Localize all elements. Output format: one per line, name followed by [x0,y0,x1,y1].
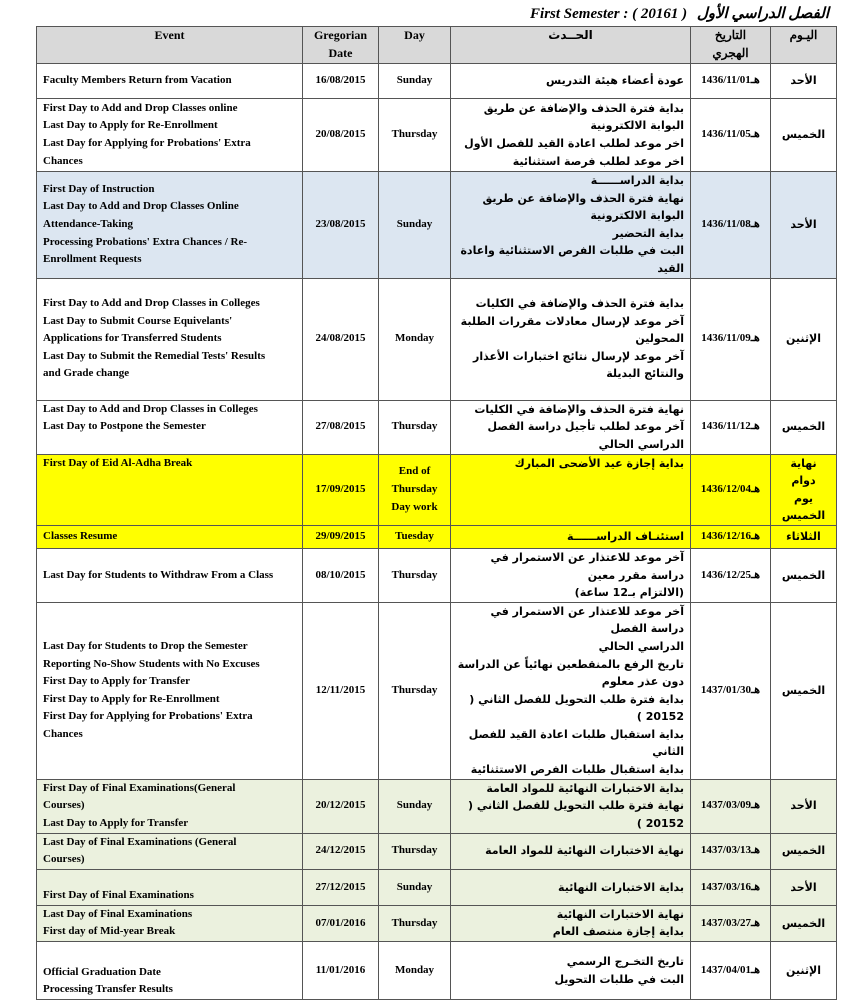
arabic-event-cell [451,525,691,548]
day-cell [379,278,451,400]
gregorian-date-cell: 24/12/2015 [303,833,379,869]
arabic-event-line: بداية استقبال طلبات اعادة القيد للفصل الثاني [468,727,684,759]
weekday-arabic-line: نهاية دوام [790,456,817,488]
arabic-event-line: آخر موعد لطلب تأجيل دراسة الفصل الدراسي الحالي [487,420,684,451]
table-row [37,525,837,548]
arabic-event-line: اخر موعد لطلب اعادة القيد للفصل الأول [464,137,684,150]
weekday-arabic-line: الخميس [781,683,826,697]
table-row [37,833,837,869]
event-line: First Day of Instruction [43,182,155,195]
event-line: Last Day for Students to Withdraw From a Class [43,568,274,581]
event-cell [37,64,303,99]
gregorian-date-cell: 07/01/2016 [303,905,379,941]
arabic-event-line: البت في طلبات الفرص الاستثنائية واعادة القيد [460,244,684,275]
weekday-arabic-line: الخميس [781,916,826,930]
gregorian-date-cell: 17/09/2015 [303,454,379,525]
event-line: Enrollment Requests [43,253,142,266]
day-line: Thursday [391,683,438,696]
event-line: First Day of Final Examinations(General [43,781,236,794]
gregorian-date-cell: 16/08/2015 [303,64,379,99]
title-english: First Semester : ( 20161 ) [530,6,688,22]
gregorian-date-cell: 08/10/2015 [303,548,379,602]
weekday-arabic-line: الخميس [781,420,826,434]
arabic-event-line: بداية الدراســــــة [590,174,684,187]
arabic-event-line: عودة أعضاء هيئة التدريس [546,74,684,88]
arabic-event-line: بداية الاختبارات النهائية [558,880,684,894]
arabic-event-line: نهاية الاختبارات النهائية [556,907,684,921]
arabic-event-line: نهاية فترة طلب التحويل للفصل الثاني ( 20152 ) [468,799,684,830]
event-line: First Day to Apply for Transfer [43,675,190,688]
day-line: Thursday [391,482,438,495]
arabic-event-cell [451,278,691,400]
day-cell [379,172,451,279]
weekday-arabic-cell [771,869,837,905]
day-line: Monday [394,332,435,345]
title-arabic: الفصل الدراسي الأول [696,6,829,22]
weekday-arabic-cell [771,525,837,548]
table-row [37,905,837,941]
event-cell [37,278,303,400]
header-hijri-line2: الهجري [712,45,749,60]
table-row [37,278,837,400]
gregorian-date-cell: 29/09/2015 [303,525,379,548]
arabic-event-line: نهاية فترة الحذف والإضافة عن طريق البوابة الالكترونية [482,191,684,223]
weekday-arabic-line: الأحد [790,880,817,894]
header-gregorian-line1: Gregorian [313,28,368,42]
hijri-date-cell: 1436/12/04هـ [691,454,771,525]
hijri-date-cell: 1437/04/01هـ [691,942,771,1000]
event-line: Courses) [43,799,85,812]
day-line: Sunday [396,880,433,893]
day-cell [379,400,451,454]
arabic-event-cell [451,602,691,779]
page-title [0,4,829,24]
event-line: Processing Transfer Results [43,983,173,996]
table-row [37,64,837,99]
day-cell [379,942,451,1000]
gregorian-date-cell: 20/12/2015 [303,779,379,833]
weekday-arabic-cell [771,779,837,833]
table-row [37,400,837,454]
event-line: First Day of Eid Al-Adha Break [43,456,193,469]
arabic-event-line: اخر موعد لطلب فرصة استثنائية [512,154,684,168]
weekday-arabic-line: الخميس [781,844,826,858]
event-line: First Day for Applying for Probations' Extra [43,710,253,723]
day-line: Tuesday [395,530,434,543]
arabic-event-cell [451,833,691,869]
hijri-date-cell: 1436/11/12هـ [691,400,771,454]
gregorian-date-cell: 27/08/2015 [303,400,379,454]
weekday-arabic-line: الخميس [781,509,826,523]
arabic-event-cell [451,869,691,905]
event-cell [37,99,303,172]
arabic-event-line: بداية التحضير [612,226,684,240]
day-line: Sunday [396,799,433,812]
weekday-arabic-line: الأحد [790,217,817,231]
hijri-date-cell: 1437/03/13هـ [691,833,771,869]
event-line: Last Day for Students to Drop the Semester [43,639,248,652]
event-line: First Day of Final Examinations [43,889,194,902]
event-line: Last Day to Add and Drop Classes Online [43,200,239,213]
arabic-event-line: (الالتزام بـ12 ساعة) [574,586,684,600]
event-cell [37,833,303,869]
event-line: Chances [43,727,83,740]
day-line: Thursday [391,916,438,929]
event-cell [37,400,303,454]
day-cell [379,99,451,172]
arabic-event-line: تاريخ الرفع بالمنقطعين نهائياً عن الدراسة دون عذر معلوم [457,657,684,689]
event-line: Last Day to Apply for Re-Enrollment [43,119,218,132]
weekday-arabic-cell [771,548,837,602]
header-hijri-date [691,27,771,64]
event-cell [37,454,303,525]
header-weekday-arabic: اليـوم [771,27,837,64]
weekday-arabic-line: الخميس [781,128,826,142]
weekday-arabic-cell [771,278,837,400]
hijri-date-cell: 1436/11/08هـ [691,172,771,279]
gregorian-date-cell: 20/08/2015 [303,99,379,172]
gregorian-date-cell: 23/08/2015 [303,172,379,279]
gregorian-date-cell: 12/11/2015 [303,602,379,779]
arabic-event-line: استئنـاف الدراســــــة [567,530,684,544]
gregorian-date-cell: 24/08/2015 [303,278,379,400]
event-line: Last Day to Postpone the Semester [43,420,206,433]
gregorian-date-cell: 27/12/2015 [303,869,379,905]
arabic-event-line: آخر موعد للاعتذار عن الاستمرار في دراسة الفصل [490,604,684,636]
arabic-event-line: بداية إجازة منتصف العام [552,925,684,939]
hijri-date-cell: 1436/12/25هـ [691,548,771,602]
arabic-event-line: تاريخ التخـرج الرسمي [566,954,684,968]
hijri-date-cell: 1437/03/09هـ [691,779,771,833]
weekday-arabic-cell [771,64,837,99]
event-line: Official Graduation Date [43,965,161,978]
hijri-date-cell: 1436/11/01هـ [691,64,771,99]
arabic-event-cell [451,99,691,172]
hijri-date-cell: 1437/03/16هـ [691,869,771,905]
event-line: and Grade change [43,367,130,380]
arabic-event-line: بداية الاختبارات النهائية للمواد العامة [486,781,684,795]
event-line: Classes Resume [43,530,118,543]
arabic-event-line: آخر موعد للاعتذار عن الاستمرار في دراسة مقرر معين [490,550,684,582]
day-line: Thursday [391,568,438,581]
header-day: Day [379,27,451,64]
event-cell [37,602,303,779]
gregorian-date-cell: 11/01/2016 [303,942,379,1000]
table-row [37,869,837,905]
table-row [37,548,837,602]
header-arabic-event: الحــدث [451,27,691,64]
day-cell [379,833,451,869]
arabic-event-line: نهاية الاختبارات النهائية للمواد العامة [485,844,684,858]
arabic-event-line: بداية فترة الحذف والإضافة عن طريق البوابة الالكترونية [483,101,684,133]
weekday-arabic-line: الأحد [790,799,817,813]
table-row [37,942,837,1000]
weekday-arabic-line: الإثنين [786,332,821,346]
event-line: Reporting No-Show Students with No Excuses [43,657,260,670]
event-line: Attendance-Taking [43,217,134,230]
event-line: Last Day to Submit Course Equivelants' [43,314,233,327]
event-line: Last Day to Add and Drop Classes in Colleges [43,402,258,415]
arabic-event-cell [451,64,691,99]
arabic-event-line: آخر موعد لإرسال معادلات مقررات الطلبة المحولين [460,314,684,346]
event-line: Courses) [43,853,85,866]
day-line: Thursday [391,128,438,141]
hijri-date-cell: 1436/12/16هـ [691,525,771,548]
arabic-event-line: بداية استقبال طلبات الفرص الاستثنائية [470,763,684,777]
arabic-event-cell [451,548,691,602]
weekday-arabic-cell [771,172,837,279]
hijri-date-cell: 1436/11/09هـ [691,278,771,400]
day-line: Sunday [396,74,433,87]
event-cell [37,172,303,279]
table-row [37,602,837,779]
arabic-event-line: بداية إجازة عيد الأضحى المبارك [514,456,684,470]
event-line: First Day to Apply for Re-Enrollment [43,692,220,705]
day-cell [379,454,451,525]
arabic-event-cell [451,400,691,454]
arabic-event-line: الدراسي الحالي [598,639,684,653]
weekday-arabic-cell [771,400,837,454]
header-hijri-line1: التاريخ [714,28,747,42]
weekday-arabic-line: الثلاثاء [786,530,821,544]
weekday-arabic-cell [771,454,837,525]
event-cell [37,525,303,548]
header-gregorian-date [303,27,379,64]
event-line: First Day to Add and Drop Classes in Colleges [43,297,260,310]
event-line: First Day to Add and Drop Classes online [43,101,238,114]
weekday-arabic-line: يوم [793,491,814,505]
arabic-event-cell [451,905,691,941]
semester-calendar-table [36,26,837,1000]
day-line: Day work [391,500,438,513]
event-cell [37,905,303,941]
event-line: Faculty Members Return from Vacation [43,74,232,87]
day-cell [379,602,451,779]
event-line: Last Day to Apply for Transfer [43,816,189,829]
event-cell [37,548,303,602]
table-row [37,99,837,172]
event-line: Last Day for Applying for Probations' Extra [43,137,251,149]
header-row [37,27,837,64]
table-row [37,454,837,525]
event-line: Last Day of Final Examinations [43,907,193,920]
event-cell [37,942,303,1000]
arabic-event-cell [451,942,691,1000]
event-line: Applications for Transferred Students [43,332,222,345]
day-cell [379,905,451,941]
day-line: Monday [394,963,435,976]
event-line: First day of Mid-year Break [43,925,176,938]
arabic-event-cell [451,454,691,525]
day-line: End of [398,465,431,478]
weekday-arabic-cell [771,99,837,172]
day-line: Thursday [391,420,438,433]
weekday-arabic-line: الإثنين [786,963,821,977]
arabic-event-cell [451,779,691,833]
header-gregorian-line2: Date [328,45,353,60]
weekday-arabic-cell [771,905,837,941]
weekday-arabic-cell [771,833,837,869]
arabic-event-cell [451,172,691,279]
hijri-date-cell: 1437/01/30هـ [691,602,771,779]
day-cell [379,525,451,548]
event-line: Last Day of Final Examinations (General [43,835,237,848]
day-cell [379,779,451,833]
event-line: Chances [43,154,83,167]
day-cell [379,869,451,905]
event-line: Last Day to Submit the Remedial Tests' Results [43,349,266,362]
arabic-event-line: البت في طلبات التحويل [554,972,684,986]
event-cell [37,779,303,833]
table-row [37,779,837,833]
table-row [37,172,837,279]
weekday-arabic-line: الخميس [781,568,826,582]
weekday-arabic-cell [771,602,837,779]
day-cell [379,64,451,99]
day-cell [379,548,451,602]
day-line: Sunday [396,217,433,230]
weekday-arabic-cell [771,942,837,1000]
arabic-event-line: بداية فترة الحذف والإضافة في الكليات [475,297,684,311]
event-line: Processing Probations' Extra Chances / Re- [43,235,247,248]
hijri-date-cell: 1436/11/05هـ [691,99,771,172]
hijri-date-cell: 1437/03/27هـ [691,905,771,941]
day-line: Thursday [391,844,438,857]
arabic-event-line: آخر موعد لإرسال نتائج اختبارات الأعذار والنتائج البديلة [473,349,684,381]
arabic-event-line: نهاية فترة الحذف والإضافة في الكليات [474,402,684,416]
weekday-arabic-line: الأحد [790,74,817,88]
event-cell [37,869,303,905]
header-event: Event [37,27,303,64]
arabic-event-line: بداية فترة طلب التحويل للفصل الثاني ( 20152 ) [469,692,684,724]
